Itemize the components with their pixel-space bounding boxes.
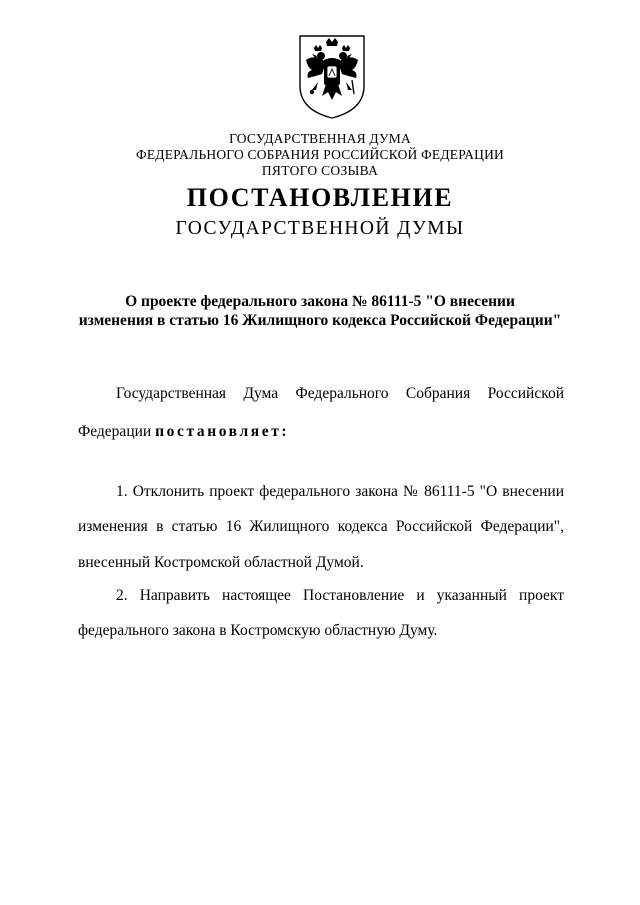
item-1 <box>78 482 564 502</box>
item-1-cont-2 <box>78 553 564 573</box>
document-type-title: ПОСТАНОВЛЕНИЕ <box>186 183 454 212</box>
header-line-3: ПЯТОГО СОЗЫВА <box>261 163 379 178</box>
subject-line-1: О проекте федерального закона № 86111-5 "О внесении <box>125 293 515 310</box>
item-2 <box>78 586 564 606</box>
item-2-cont <box>78 621 564 641</box>
item-1-line-3: внесенный Костромской областной Думой. <box>78 554 364 571</box>
document-subject <box>0 292 640 330</box>
coat-of-arms-icon <box>296 34 368 120</box>
document-issuer-title: ГОСУДАРСТВЕННОЙ ДУМЫ <box>175 218 465 239</box>
header-line-2: ФЕДЕРАЛЬНОГО СОБРАНИЯ РОССИЙСКОЙ ФЕДЕРАЦИИ <box>136 147 504 162</box>
item-1-cont <box>78 517 564 537</box>
item-2-line-1: 2. Направить настоящее Постановление и указанный проект <box>116 587 564 604</box>
item-1-line-2: изменения в статью 16 Жилищного кодекса Российской Федерации", <box>78 518 564 535</box>
intro-paragraph-cont <box>78 422 564 442</box>
resolution-keyword: постановляет: <box>155 423 290 440</box>
subject-line-2: изменения в статью 16 Жилищного кодекса Российской Федерации" <box>78 312 562 329</box>
intro-paragraph <box>78 384 564 404</box>
header-line-1: ГОСУДАРСТВЕННАЯ ДУМА <box>229 131 411 146</box>
intro-line-1: Государственная Дума Федерального Собрания Российской <box>116 385 564 402</box>
intro-line-2-prefix: Федерации <box>78 423 156 440</box>
item-2-line-2: федерального закона в Костромскую областную Думу. <box>78 622 438 639</box>
item-1-line-1: 1. Отклонить проект федерального закона № 86111-5 "О внесении <box>116 483 564 500</box>
intro-line-2 <box>78 422 564 442</box>
